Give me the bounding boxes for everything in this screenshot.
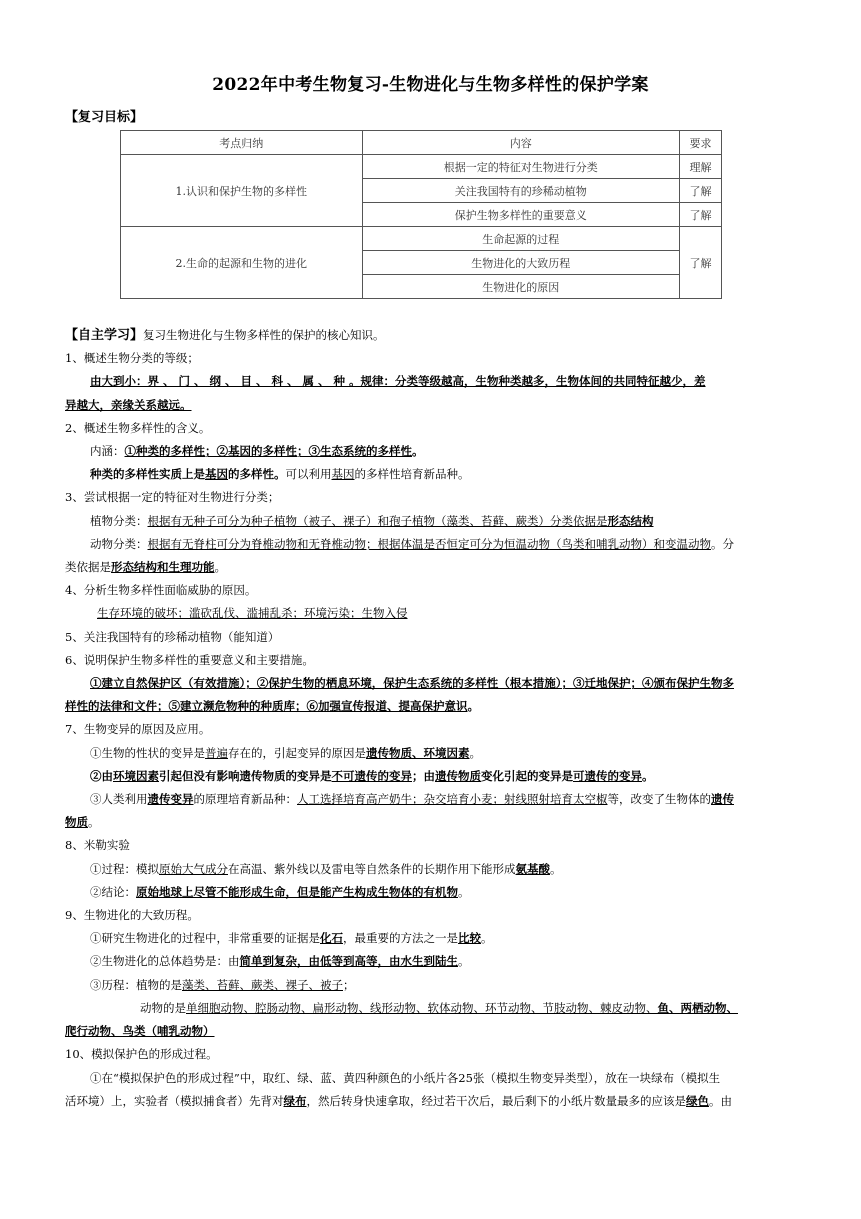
question-10: 10、模拟保护色的形成过程。 [65, 1047, 218, 1062]
text: 。 [458, 884, 470, 899]
text: 原始大气成分 [159, 861, 228, 876]
answer-line: 生存环境的破坏；滥砍乱伐、滥捕乱杀；环境污染；生物入侵 [97, 606, 408, 621]
text: 样性的法律和文件；⑤建立濒危物种的种质库；⑥加强宣传报道、提高保护意识 [65, 699, 468, 714]
answer-line [65, 1090, 795, 1113]
text: 简单到复杂，由低等到高等，由水生到陆生 [239, 954, 458, 969]
answer-line [65, 811, 795, 834]
text: ①研究生物进化的过程中，非常重要的证据是 [90, 931, 320, 946]
table-row [121, 227, 722, 251]
text: 遗传物质、环境因素 [366, 745, 470, 760]
question-5: 5、关注我国特有的珍稀动植物（能知道） [65, 629, 280, 644]
text: ；由 [412, 768, 435, 783]
answer-line [65, 997, 795, 1020]
answer-line [65, 927, 795, 950]
answer-line [65, 533, 795, 556]
text: 引起但没有影响遗传物质的变异是 [159, 768, 332, 783]
text: 根据有无脊柱可分为脊椎动物和无脊椎动物；根据体温是否恒定可分为恒温动物（鸟类和哺乳动物）和变温动物 [147, 536, 711, 551]
text: 形态结构 [607, 513, 654, 528]
text: 植物分类： [90, 513, 148, 528]
self-study-section [65, 324, 795, 1113]
text: 鱼、两栖动物、 [657, 1000, 738, 1015]
text: 的多样性。 [228, 467, 286, 482]
document-title: 2022年中考生物复习-生物进化与生物多样性的保护学案 [212, 75, 649, 95]
table-cell-content: 根据一定的特征对生物进行分类 [362, 155, 679, 179]
table-header-row [121, 131, 722, 155]
table-cell-content: 生物进化的原因 [362, 275, 679, 299]
answer-line [65, 881, 795, 904]
text: 。 [550, 861, 562, 876]
text: 形态结构和生理功能 [111, 560, 215, 575]
table-cell-req: 了解 [680, 227, 722, 299]
answer-line: 由大到小：界 、 门 、 纲 、 目 、 科 、 属 、 种 。规律：分类等级越高，生物种类越多，生物体间的共同特征越少，差 [90, 374, 706, 389]
text: ①过程：模拟 [90, 861, 159, 876]
text: ，然后转身快速拿取，经过若干次后，最后剩下的小纸片数量最多的应该是 [306, 1093, 686, 1108]
text: 动物的是 [140, 1000, 186, 1015]
answer-line [65, 788, 795, 811]
text: 。 [458, 954, 470, 969]
text: ①种类的多样性；②基因的多样性；③生态系统的多样性 [124, 444, 412, 459]
answer-line: ①建立自然保护区（有效措施）；②保护生物的栖息环境，保护生态系统的多样性（根本措施）；③迁地保护；④颁布保护生物多 [90, 676, 734, 691]
answer-line [65, 556, 795, 579]
table-cell-topic: 1.认识和保护生物的多样性 [121, 155, 363, 227]
text: 。 [412, 444, 424, 459]
table-header-cell: 内容 [362, 131, 679, 155]
text: 种类的多样性实质上是 [90, 467, 205, 482]
answer-line: 爬行动物、鸟类（哺乳动物） [65, 1024, 215, 1039]
table-cell-req: 了解 [680, 179, 722, 203]
text: 人工选择培育高产奶牛；杂交培育小麦；射线照射培育太空椒 [297, 792, 608, 807]
text: 环境因素 [113, 768, 159, 783]
text: 单细胞动物、腔肠动物、扁形动物、线形动物、软体动物、环节动物、节肢动物、棘皮动物、 [186, 1000, 658, 1015]
text: 活环境）上，实验者（模拟捕食者）先背对 [65, 1093, 284, 1108]
table-cell-content: 生物进化的大致历程 [362, 251, 679, 275]
text: 不可遗传的变异 [331, 768, 412, 783]
text: ①生物的性状的变异是 [90, 745, 205, 760]
table-row [121, 155, 722, 179]
answer-line [65, 858, 795, 881]
question-4: 4、分析生物多样性面临威胁的原因。 [65, 583, 257, 598]
text: 比较 [458, 931, 481, 946]
text: 原始地球上尽管不能形成生命，但是能产生构成生物体的有机物 [136, 884, 458, 899]
text: 的多样性培育新品种。 [354, 467, 470, 482]
text: 等，改变了生物体的 [607, 792, 711, 807]
answer-line: 异越大，亲缘关系越远。 [65, 397, 192, 412]
text: 遗传 [711, 792, 734, 807]
text: 遗传物质 [435, 768, 481, 783]
question-1: 1、概述生物分类的等级； [65, 351, 199, 366]
self-study-heading [65, 324, 795, 347]
text: 绿色 [686, 1093, 709, 1108]
text: 变化引起的变异是 [481, 768, 573, 783]
text: 。 [88, 815, 100, 830]
text: 绿布 [283, 1093, 307, 1108]
text: 。 [469, 745, 481, 760]
text: 。 [214, 560, 226, 575]
text: 普遍 [205, 745, 228, 760]
text: 内涵： [90, 444, 125, 459]
question-8: 8、米勒实验 [65, 838, 130, 853]
text: ，最重要的方法之一是 [343, 931, 458, 946]
question-2: 2、概述生物多样性的含义。 [65, 420, 211, 435]
text: 遗传变异 [147, 792, 194, 807]
text: 。 [467, 699, 479, 714]
text: 基因 [205, 467, 228, 482]
self-heading-text: 复习生物进化与生物多样性的保护的核心知识。 [143, 328, 385, 342]
text: 藻类、苔藓、蕨类、裸子、被子 [182, 977, 343, 992]
text: ③历程：植物的是 [90, 977, 182, 992]
goals-heading: 【复习目标】 [65, 110, 144, 125]
table-cell-topic: 2.生命的起源和生物的进化 [121, 227, 363, 299]
text: 。 [642, 768, 654, 783]
table-header-cell: 要求 [680, 131, 722, 155]
text: 动物分类： [90, 536, 148, 551]
question-6: 6、说明保护生物多样性的重要意义和主要措施。 [65, 652, 314, 667]
answer-line: ①在“模拟保护色的形成过程”中，取红、绿、蓝、黄四种颜色的小纸片各25张（模拟生物变异类型），放在一块绿布（模拟生 [90, 1070, 721, 1085]
question-9: 9、生物进化的大致历程。 [65, 908, 199, 923]
text: 。 [481, 931, 493, 946]
text: 存在的，引起变异的原因是 [228, 745, 366, 760]
text: 的原理培育新品种： [193, 792, 297, 807]
text: ③人类利用 [90, 792, 148, 807]
table-cell-req: 了解 [680, 203, 722, 227]
text: ②由 [90, 768, 113, 783]
text: 氨基酸 [515, 861, 550, 876]
text: ②结论： [90, 884, 136, 899]
table-cell-content: 关注我国特有的珍稀动植物 [362, 179, 679, 203]
table-cell-req: 理解 [680, 155, 722, 179]
answer-line [65, 695, 795, 718]
answer-line [65, 440, 795, 463]
table-header-cell: 考点归纳 [121, 131, 363, 155]
text: 基因 [331, 467, 355, 482]
answer-line [65, 510, 795, 533]
question-7: 7、生物变异的原因及应用。 [65, 722, 211, 737]
text: ②生物进化的总体趋势是：由 [90, 954, 240, 969]
text: 根据有无种子可分为种子植物（被子、裸子）和孢子植物（藻类、苔藓、蕨类）分类依据是 [147, 513, 608, 528]
answer-line [65, 463, 795, 486]
answer-line [65, 974, 795, 997]
answer-line [65, 950, 795, 973]
self-heading-label: 【自主学习】 [65, 328, 144, 343]
text: 。由 [709, 1093, 732, 1108]
text: 。分 [711, 536, 734, 551]
table-cell-content: 保护生物多样性的重要意义 [362, 203, 679, 227]
question-3: 3、尝试根据一定的特征对生物进行分类； [65, 490, 280, 505]
text: 物质 [65, 815, 88, 830]
text: 可遗传的变异 [573, 768, 642, 783]
table-cell-content: 生命起源的过程 [362, 227, 679, 251]
text: 可以利用 [285, 467, 332, 482]
text: 类依据是 [65, 560, 111, 575]
text: ； [343, 977, 355, 992]
goals-table [120, 130, 722, 299]
answer-line [65, 742, 795, 765]
answer-line [65, 765, 795, 788]
text: 化石 [320, 931, 343, 946]
text: 在高温、紫外线以及雷电等自然条件的长期作用下能形成 [228, 861, 516, 876]
